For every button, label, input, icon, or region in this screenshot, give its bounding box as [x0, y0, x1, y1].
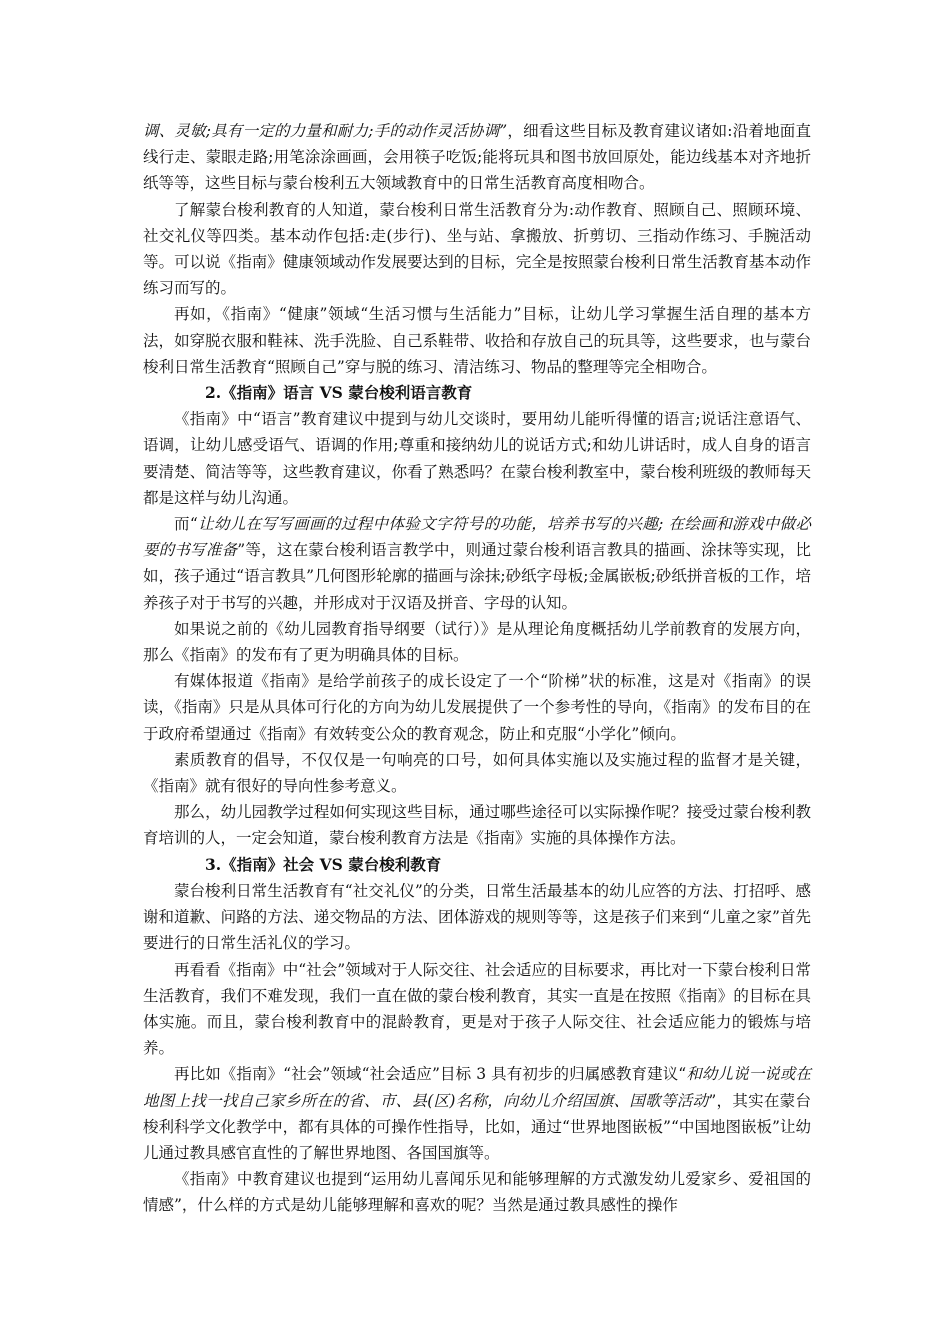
paragraph-text: 再如，《指南》“健康”领域“生活习惯与生活能力”目标，让幼儿学习掌握生活自理的基本方法，如穿脱衣服和鞋袜、洗手洗脸、自己系鞋带、收拾和存放自己的玩具等，这些要求，也与蒙台梭利日常生活教育“照顾自己”穿与脱的练习、清洁练习、物品的整理等完全相吻合。 [143, 305, 811, 376]
paragraph [143, 511, 811, 616]
paragraph-text: 如果说之前的《幼儿园教育指导纲要（试行）》是从理论角度概括幼儿学前教育的发展方向，那么《指南》的发布有了更为明确具体的目标。 [143, 619, 811, 665]
quoted-guideline-text: 和幼儿说一说或在地图上找一找自己家乡所在的省、市、县(区)名称，向幼儿介绍国旗、国歌等活动 [143, 1065, 811, 1110]
paragraph [143, 799, 811, 851]
paragraph [143, 197, 811, 302]
paragraph-text: 《指南》中教育建议也提到“运用幼儿喜闻乐见和能够理解的方式激发幼儿爱家乡、爱祖国的情感”，什么样的方式是幼儿能够理解和喜欢的呢？当然是通过教具感性的操作 [143, 1170, 811, 1215]
paragraph [143, 118, 811, 197]
paragraph-text: 了解蒙台梭利教育的人知道，蒙台梭利日常生活教育分为:动作教育、照顾自己、照顾环境、社交礼仪等四类。基本动作包括:走(步行)、坐与站、拿搬放、折剪切、三指动作练习、手腕活动等。可以说《指南》健康领域动作发展要达到的目标，完全是按照蒙台梭利日常生活教育基本动作练习而写的。 [143, 200, 811, 298]
paragraph-text: ，细看这些目标及教育建议诸如:沿着地面直线行走、蒙眼走路;用笔涂涂画画，会用筷子吃饭;能将玩具和图书放回原处，能边线基本对齐地折纸等等，这些目标与蒙台梭利五大领域教育中的日常生活教育高度相吻合。 [143, 122, 811, 193]
paragraph-text: 而“ [174, 515, 198, 534]
paragraph-text: 再看看《指南》中“社会”领域对于人际交往、社会适应的目标要求，再比对一下蒙台梭利日常生活教育，我们不难发现，我们一直在做的蒙台梭利教育，其实一直是在按照《指南》的目标在具体实施。而且，蒙台梭利教育中的混龄教育，更是对于孩子人际交往、社会适应能力的锻炼与培养。 [143, 960, 811, 1058]
section-heading-text: 3.《指南》社会 VS 蒙台梭利教育 [205, 854, 442, 874]
paragraph-text: 有媒体报道《指南》是给学前孩子的成长设定了一个“阶梯”状的标准，这是对《指南》的误读，《指南》只是从具体可行化的方向为幼儿发展提供了一个参考性的导向，《指南》的发布目的在于政府希望通过《指南》有效转变公众的教育观念，防止和克服“小学化”倾向。 [143, 672, 811, 743]
section-heading [143, 380, 811, 406]
document-body [143, 118, 811, 1219]
paragraph [143, 1166, 811, 1218]
paragraph-text: ”等，这在蒙台梭利语言教学中，则通过蒙台梭利语言教具的描画、涂抹等实现，比如，孩子通过“语言教具”几何图形轮廓的描画与涂抹;砂纸字母板;金属嵌板;砂纸拼音板的工作，培养孩子对于书写的兴趣，并形成对于汉语及拼音、字母的认知。 [143, 541, 811, 612]
section-heading-text: 2.《指南》语言 VS 蒙台梭利语言教育 [205, 383, 473, 403]
paragraph-text: 《指南》中“语言”教育建议中提到与幼儿交谈时，要用幼儿能听得懂的语言;说话注意语气、语调，让幼儿感受语气、语调的作用;尊重和接纳幼儿的说话方式;和幼儿讲话时，成人自身的语言要清楚、简洁等等，这些教育建议，你看了熟悉吗？在蒙台梭利教室中，蒙台梭利班级的教师每天都是这样与幼儿沟通。 [143, 410, 811, 507]
paragraph-text: ”，其实在蒙台梭利科学文化教学中，都有具体的可操作性指导，比如，通过“世界地图嵌板”“中国地图嵌板”让幼儿通过教具感官直性的了解世界地图、各国国旗等。 [143, 1091, 811, 1162]
paragraph [143, 878, 811, 957]
paragraph-text: 蒙台梭利日常生活教育有“社交礼仪”的分类，日常生活最基本的幼儿应答的方法、打招呼、感谢和道歉、问路的方法、递交物品的方法、团体游戏的规则等等，这是孩子们来到“儿童之家”首先要进行的日常生活礼仪的学习。 [143, 881, 811, 953]
paragraph [143, 406, 811, 511]
paragraph [143, 301, 811, 380]
paragraph-text: 素质教育的倡导，不仅仅是一句响亮的口号，如何具体实施以及实施过程的监督才是关键，《指南》就有很好的导向性参考意义。 [143, 750, 811, 796]
paragraph [143, 668, 811, 747]
paragraph [143, 957, 811, 1062]
paragraph [143, 616, 811, 668]
quoted-guideline-text: 让幼儿在写写画画的过程中体验文字符号的功能，培养书写的兴趣; 在绘画和游戏中做必要的书写准备 [143, 515, 811, 560]
paragraph-text: 那么，幼儿园教学过程如何实现这些目标，通过哪些途径可以实际操作呢？接受过蒙台梭利教育培训的人，一定会知道，蒙台梭利教育方法是《指南》实施的具体操作方法。 [143, 803, 811, 848]
paragraph [143, 1061, 811, 1166]
paragraph-text: 再比如《指南》“社会”领域“社会适应”目标 3 具有初步的归属感教育建议“ [174, 1065, 687, 1084]
section-heading [143, 852, 811, 878]
paragraph [143, 747, 811, 799]
paragraph-text: 调、灵敏;具有一定的力量和耐力;手的动作灵活协调” [143, 122, 508, 140]
